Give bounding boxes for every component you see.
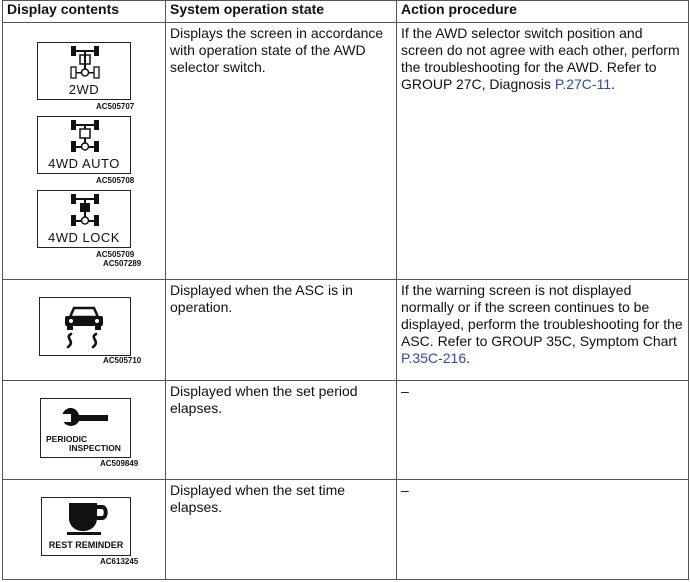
display-screen-periodic-inspection bbox=[40, 398, 131, 458]
icon-label-4wd-auto: 4WD AUTO bbox=[48, 156, 120, 171]
icon-label-4wd-lock: 4WD LOCK bbox=[48, 230, 120, 245]
reference-link[interactable]: P.27C-11 bbox=[554, 76, 612, 92]
display-cell-rest-reminder bbox=[3, 480, 166, 580]
coffee-cup-icon bbox=[66, 501, 110, 537]
display-table bbox=[2, 0, 689, 580]
action-text: If the warning screen is not displayed normally or if the screen continues to be displayed, perform the troubleshooting for the ASC. Refer to GROUP 35C, Symptom Chart bbox=[401, 282, 683, 349]
figure-code: AC505707 bbox=[96, 102, 135, 111]
drivetrain-4wd-auto-icon bbox=[65, 119, 105, 157]
state-cell: Displayed when the set time elapses. bbox=[166, 480, 397, 580]
action-text-end: . bbox=[611, 76, 616, 92]
action-cell: – bbox=[397, 381, 689, 480]
figure-code: AC507289 bbox=[103, 259, 142, 268]
figure-code: AC505710 bbox=[103, 356, 142, 365]
figure-code: AC505708 bbox=[96, 176, 135, 185]
state-cell: Displayed when the ASC is in operation. bbox=[166, 280, 397, 381]
icon-label-periodic: PERIODIC bbox=[46, 434, 88, 444]
icon-label-inspection: INSPECTION bbox=[69, 443, 121, 453]
figure-code: AC613245 bbox=[100, 557, 139, 566]
header-row bbox=[3, 1, 689, 23]
display-screen-4wd-auto bbox=[37, 116, 131, 174]
display-screen-rest-reminder bbox=[41, 497, 131, 556]
display-cell-periodic-inspection bbox=[3, 381, 166, 480]
table-row bbox=[3, 480, 689, 580]
figure-code: AC509849 bbox=[100, 459, 139, 468]
header-system-operation-state: System operation state bbox=[166, 1, 397, 23]
display-screen-2wd bbox=[37, 42, 131, 100]
table-row bbox=[3, 381, 689, 480]
table-row bbox=[3, 280, 689, 381]
drivetrain-4wd-lock-icon bbox=[65, 193, 105, 231]
skidding-car-icon bbox=[54, 301, 114, 353]
action-text: If the AWD selector switch position and screen do not agree with each other, perform the troubleshooting for the AWD. Refer to GROUP 27C, Diagnosis bbox=[401, 25, 680, 92]
action-cell: – bbox=[397, 480, 689, 580]
icon-label-2wd: 2WD bbox=[68, 82, 100, 97]
reference-link[interactable]: P.35C-216 bbox=[401, 350, 467, 366]
display-screen-asc bbox=[39, 297, 131, 356]
header-display-contents: Display contents bbox=[3, 1, 166, 23]
action-cell bbox=[397, 280, 689, 381]
action-cell bbox=[397, 23, 689, 280]
figure-code: AC505709 bbox=[96, 250, 135, 259]
drivetrain-2wd-icon bbox=[65, 45, 105, 83]
table-row bbox=[3, 23, 689, 280]
display-cell-awd bbox=[3, 23, 166, 280]
header-action-procedure: Action procedure bbox=[397, 1, 689, 23]
state-cell: Displayed when the set period elapses. bbox=[166, 381, 397, 480]
display-screen-4wd-lock bbox=[37, 190, 131, 248]
state-cell: Displays the screen in accordance with operation state of the AWD selector switch. bbox=[166, 23, 397, 280]
action-text-end: . bbox=[466, 350, 471, 366]
display-cell-asc bbox=[3, 280, 166, 381]
icon-label-rest-reminder: REST REMINDER bbox=[48, 540, 124, 550]
wrench-icon bbox=[62, 406, 112, 430]
